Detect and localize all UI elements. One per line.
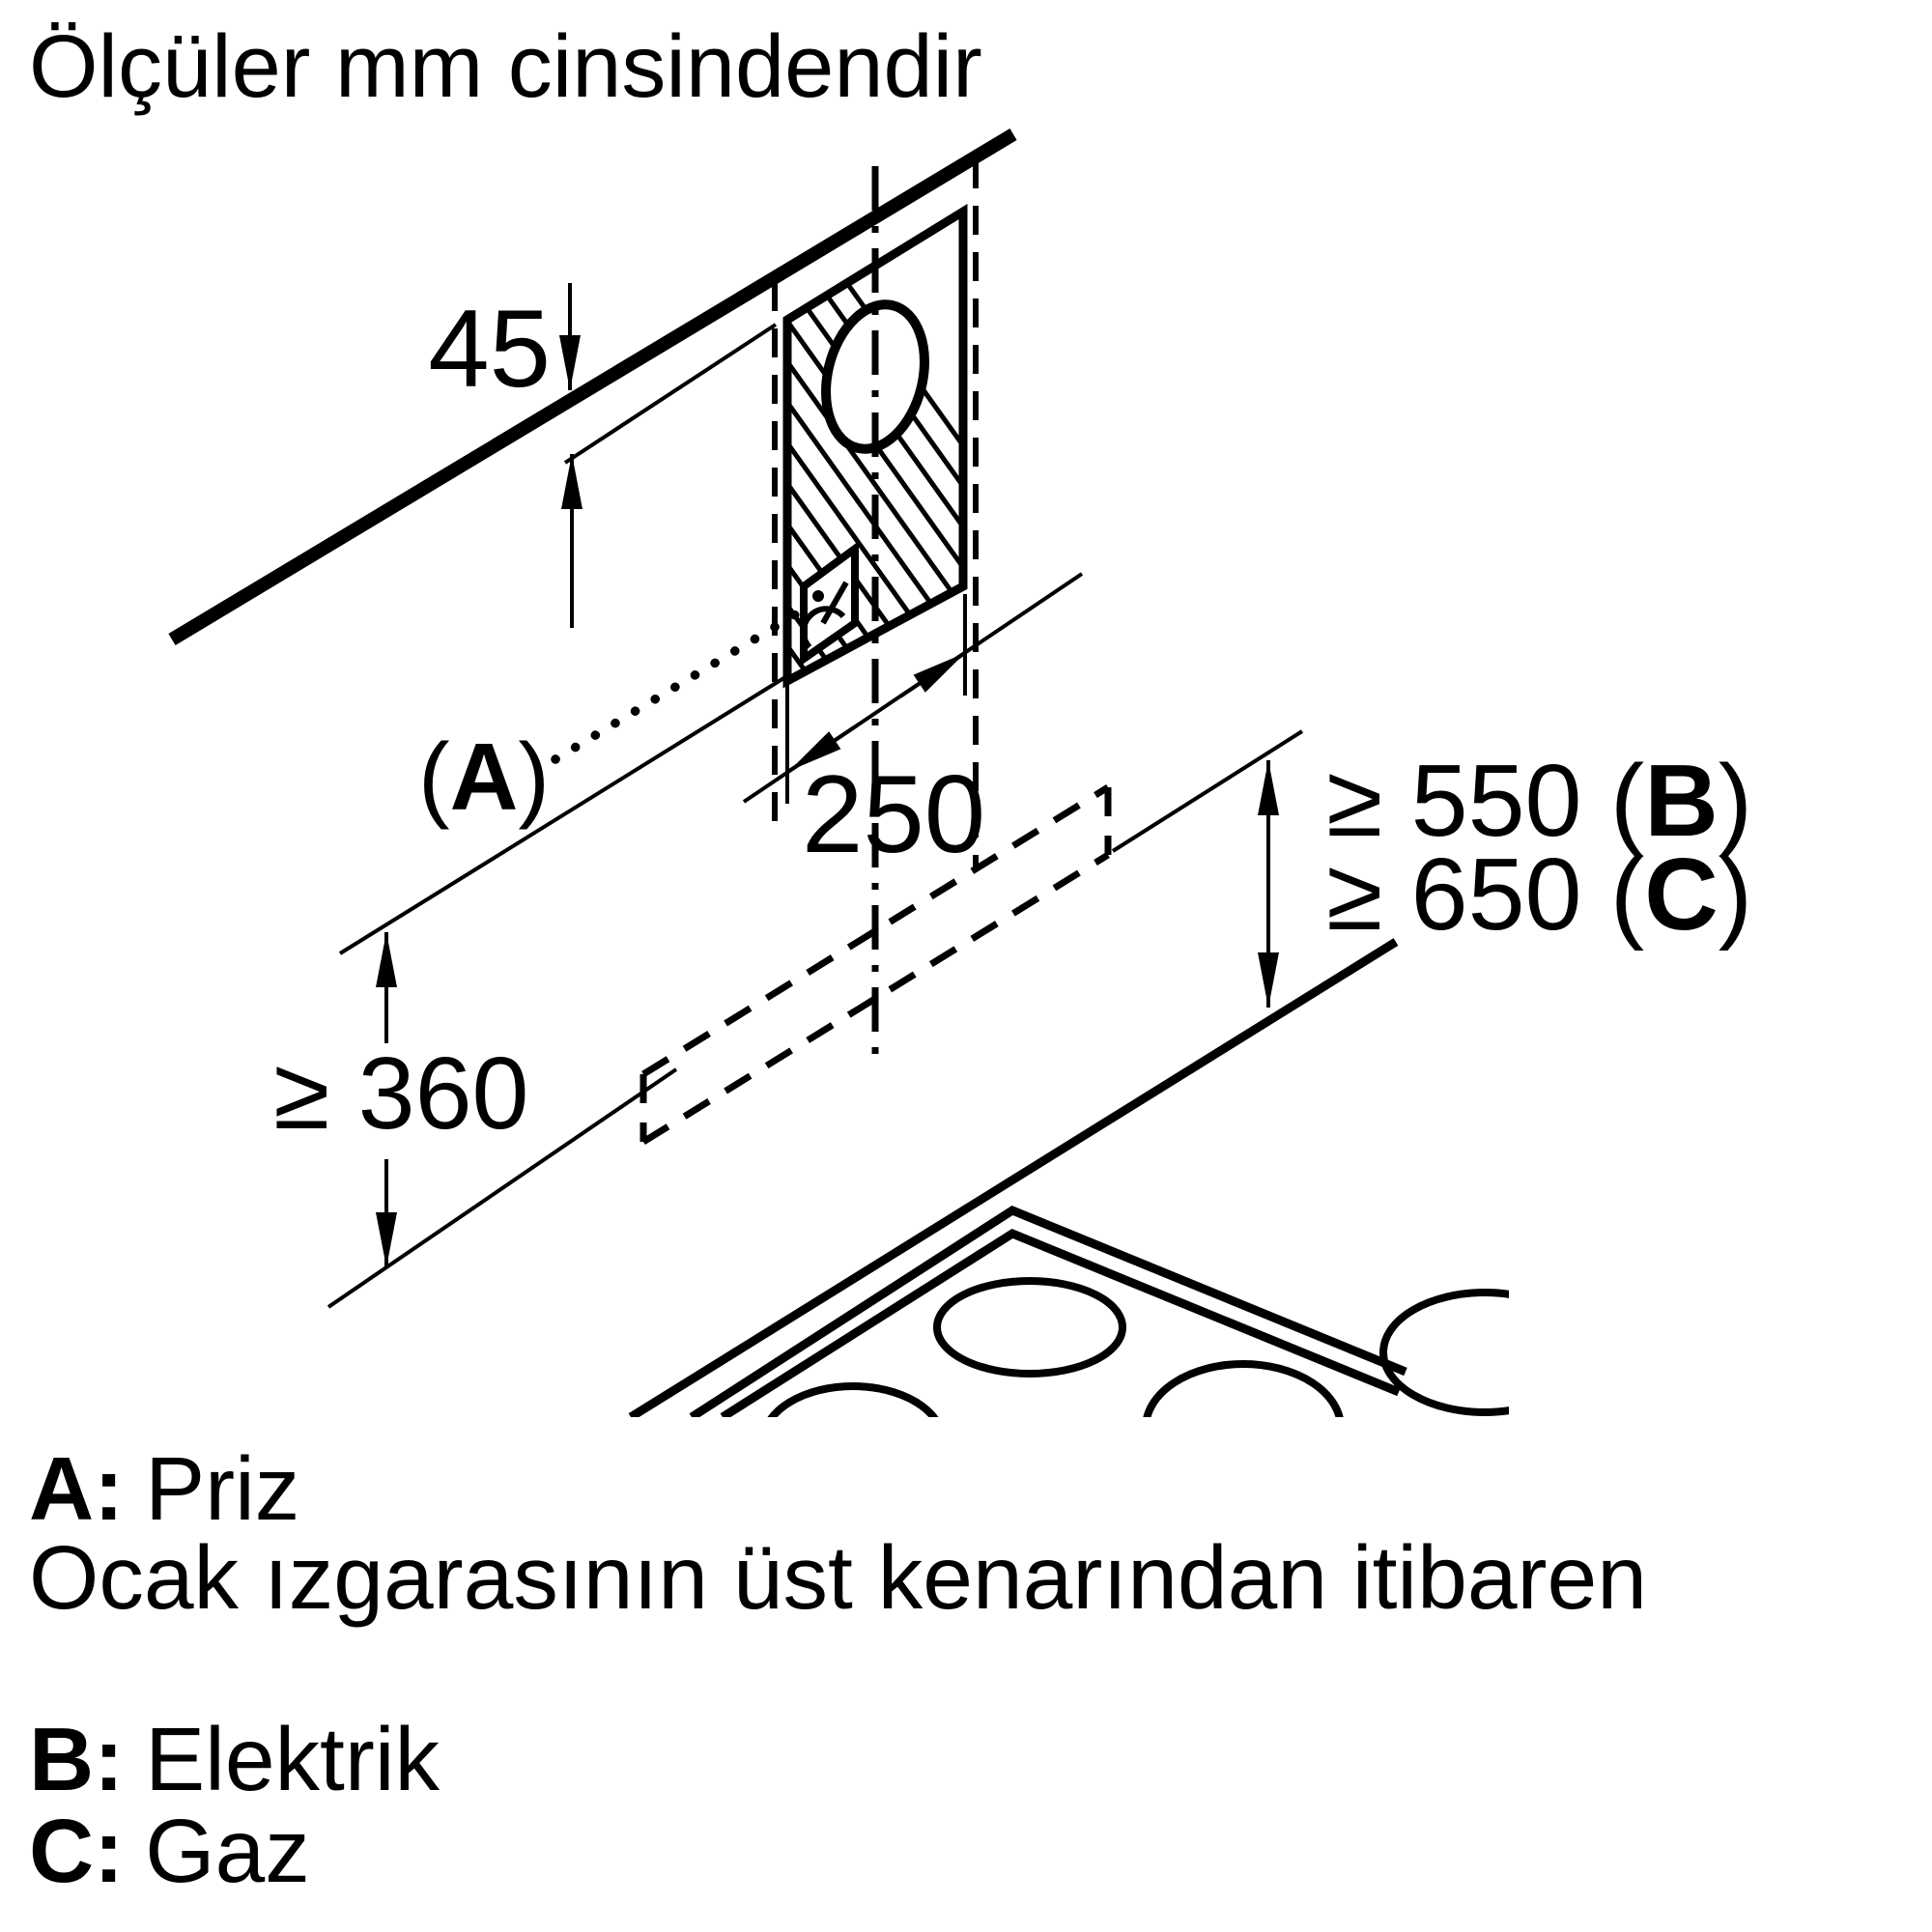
burner-left (763, 1386, 943, 1496)
gas-clearance-value: ≥ 650 (C) (1326, 838, 1753, 952)
legend-socket-row: A: Priz (29, 1438, 300, 1539)
socket-callout (418, 612, 799, 830)
hob-clearance-dimension (1113, 731, 1752, 1008)
legend-socket-note: Ocak ızgarasının üst kenarından itibaren (29, 1527, 1647, 1628)
socket-leader-dotted-line (555, 612, 799, 759)
page-title: Ölçüler mm cinsindendir (29, 17, 982, 116)
duct-width-value: 250 (802, 753, 986, 876)
dimension-arrow-right-icon (900, 653, 965, 696)
burner-right (1383, 1293, 1586, 1412)
burner-front (1146, 1364, 1341, 1492)
burner-center (937, 1281, 1122, 1374)
wall-offset-value: 45 (428, 288, 551, 411)
legend-gas-row: C: Gaz (29, 1801, 310, 1901)
socket-callout-label: (A) (418, 724, 551, 830)
hood-clearance-value: ≥ 360 (273, 1037, 529, 1151)
upper-reference-line (340, 677, 785, 953)
socket-pin-dot (812, 590, 824, 602)
electric-clearance-value: ≥ 550 (B) (1326, 744, 1753, 858)
legend-electric-row: B: Elektrik (29, 1709, 440, 1809)
hood-bottom-reference-line (1113, 731, 1302, 851)
cooktop (631, 942, 1586, 1496)
wall-offset-dimension (428, 283, 572, 628)
legend (29, 1438, 1647, 1901)
